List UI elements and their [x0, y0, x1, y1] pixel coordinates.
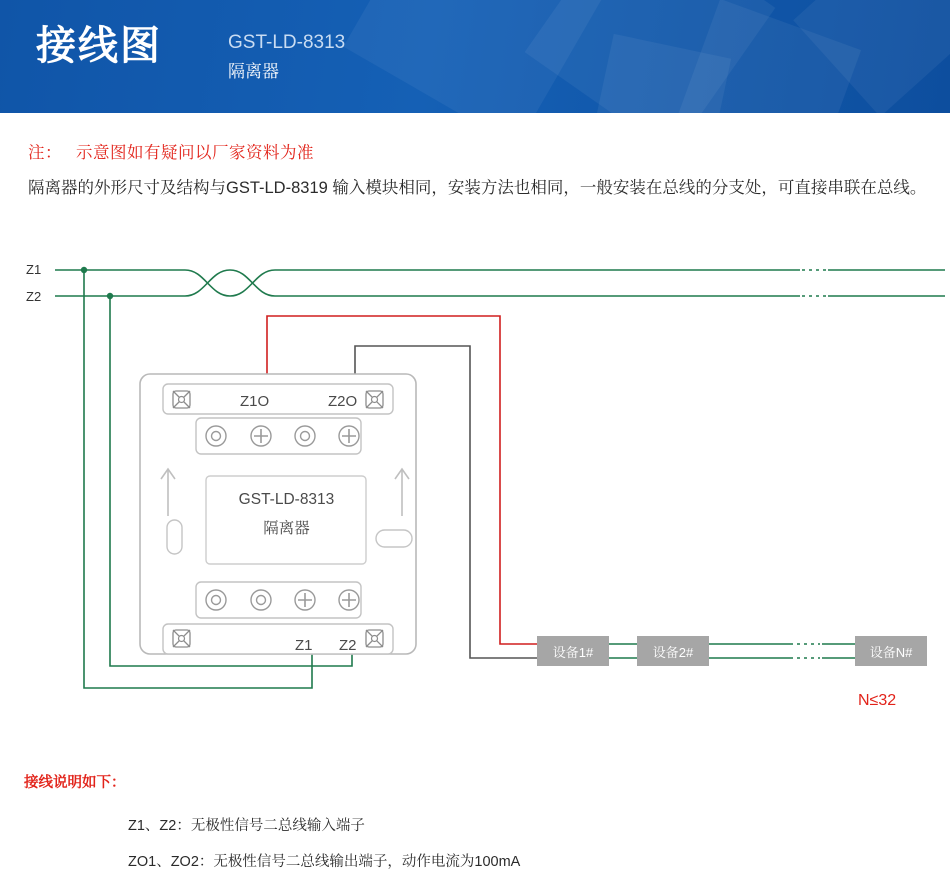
terminal-label-z1: Z1 — [295, 637, 313, 654]
footer-item: ZO1、ZO2：无极性信号二总线输出端子，动作电流为100mA — [128, 854, 521, 870]
warning-text: 示意图如有疑问以厂家资料为准 — [76, 144, 314, 162]
footer-item: Z1、Z2：无极性信号二总线输入端子 — [128, 818, 365, 834]
warning-label: 注： — [28, 144, 62, 162]
terminal-label-z2o: Z2O — [328, 393, 358, 410]
device-box-2: 设备2# — [637, 636, 709, 666]
wiring-diagram-svg — [0, 248, 950, 748]
page-title: 接线图 — [36, 24, 162, 68]
bus-label-z1: Z1 — [26, 262, 42, 277]
terminal-label-z2: Z2 — [339, 637, 357, 654]
product-model: GST-LD-8313 — [228, 32, 346, 53]
bottom-terminal-strip — [163, 624, 393, 654]
description-text: 隔离器的外形尺寸及结构与GST-LD-8319 输入模块相同，安装方法也相同，一般安装在总线的分支处，可直接串联在总线。 — [28, 179, 927, 197]
terminal-label-z1o: Z1O — [240, 393, 270, 410]
bus-line-break — [802, 270, 826, 296]
product-subtitle: 隔离器 — [228, 62, 279, 81]
module-sub-label: 隔离器 — [263, 520, 310, 537]
wiring-diagram — [0, 248, 950, 748]
device-bus-break — [790, 644, 820, 658]
page-header — [0, 0, 950, 113]
bus-label-z2: Z2 — [26, 289, 42, 304]
footer-title: 接线说明如下： — [24, 775, 126, 791]
device-box-1: 设备1# — [537, 636, 609, 666]
slot-right — [376, 530, 412, 547]
module-name-label: GST-LD-8313 — [238, 491, 335, 508]
bus-lines — [55, 270, 945, 296]
warning-note — [28, 139, 314, 163]
top-terminal-strip — [163, 384, 393, 414]
device-limit-label: N≤32 — [858, 692, 897, 709]
device-box-n: 设备N# — [855, 636, 927, 666]
slot-left — [167, 520, 182, 554]
